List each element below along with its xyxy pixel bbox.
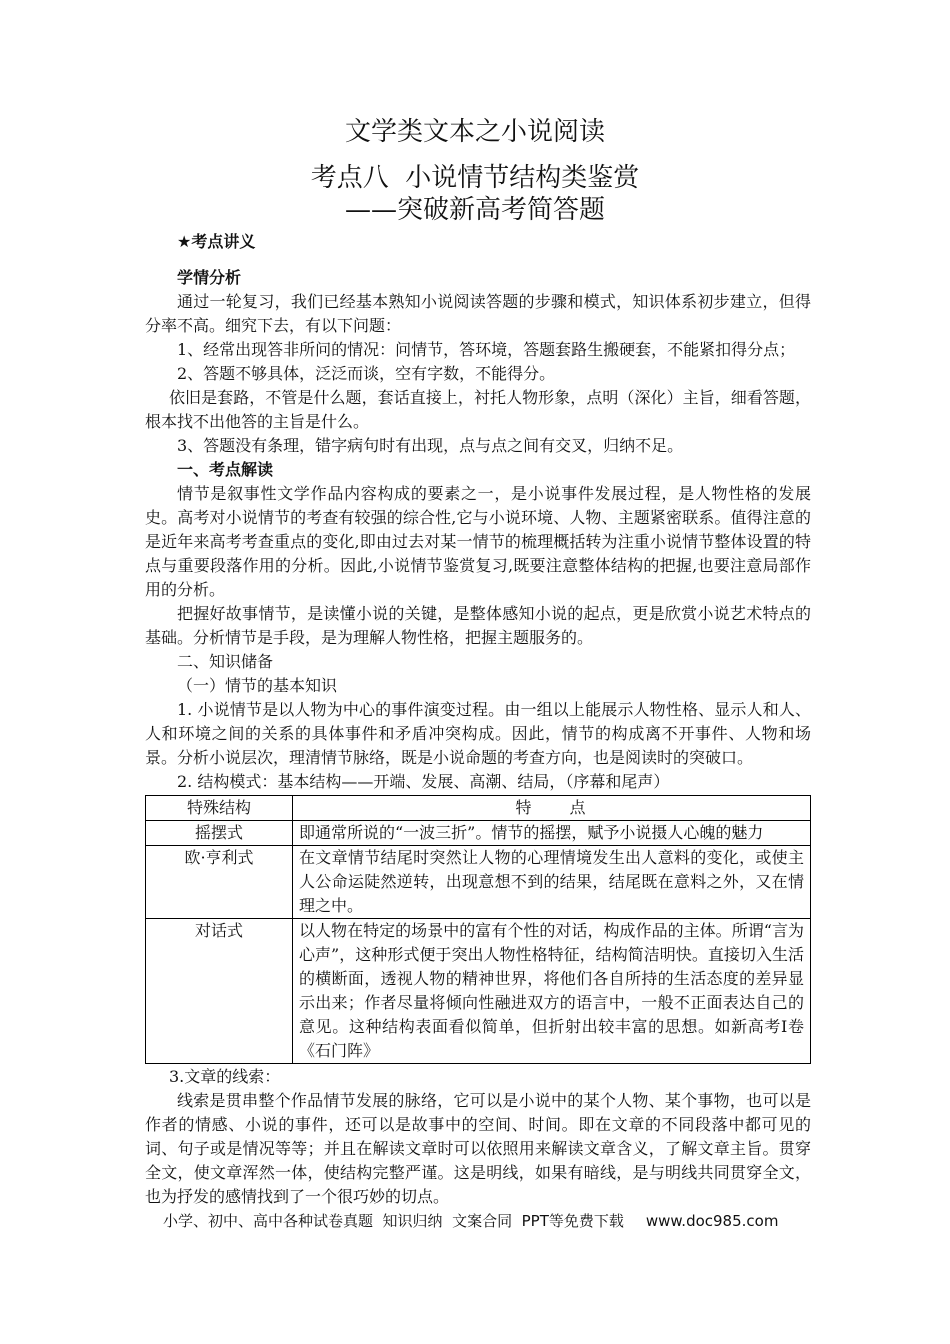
table-cell-desc: 在文章情节结尾时突然让人物的心理情境发生出人意料的变化，或使主人公命运陡然逆转，出现意想不到的结果，结尾既在意料之外，又在情理之中。 (293, 846, 811, 919)
subtitle-2: ——突破新高考简答题 (344, 195, 605, 225)
table-row (146, 821, 811, 846)
paragraph-plot-grasp: 把握好故事情节，是读懂小说的关键，是整体感知小说的起点，更是欣赏小说艺术特点的基础。分析情节是手段，是为理解人物性格，把握主题服务的。 (145, 604, 811, 647)
paragraph-clue: 线索是贯串整个作品情节发展的脉络，它可以是小说中的某个人物、某个事物，也可以是作者的情感、小说的事件，还可以是故事中的空间、时间。即在文章的不同段落中都可见的词、句子或是情况等等；并且在解读文章时可以依照用来解读文章含义，了解文章主旨。贯穿全文，使文章浑然一体，使结构完整严谨。这是明线，如果有暗线，是与明线共同贯穿全文，也为抒发的感情找到了一个很巧妙的切点。 (145, 1091, 811, 1206)
section-star-label: 考点讲义 (191, 232, 256, 251)
table-row (146, 919, 811, 1064)
table-cell-desc: 即通常所说的“一波三折”。情节的摇摆，赋予小说摄人心魄的魅力 (293, 821, 811, 846)
paragraph-problem-1: 1、经常出现答非所问的情况：问情节，答环境，答题套路生搬硬套，不能紧扣得分点； (177, 340, 796, 359)
table-cell-type: 欧·亨利式 (146, 846, 293, 919)
section-heading-star (145, 230, 811, 254)
paragraph-structure-mode: 2. 结构模式：基本结构——开端、发展、高潮、结局，（序幕和尾声） (177, 772, 670, 791)
star-icon: ★ (177, 232, 192, 251)
page-title: 文学类文本之小说阅读 (344, 117, 605, 147)
paragraph-plot-definition: 1. 小说情节是以人物为中心的事件演变过程。由一组以上能展示人物性格、显示人和人、人和环境之间的关系的具体事件和矛盾冲突构成。因此，情节的构成离不开事件、人物和场景。分析小说层次，理清情节脉络，既是小说命题的考查方向，也是阅读时的突破口。 (145, 700, 811, 767)
footer-ad (163, 1210, 778, 1231)
table-row (146, 846, 811, 919)
table-header-row (146, 796, 811, 821)
heading-1: 一、考点解读 (177, 460, 274, 479)
heading-3: （一）情节的基本知识 (177, 676, 338, 695)
table-cell-desc: 以人物在特定的场景中的富有个性的对话，构成作品的主体。所谓“言为心声”，这种形式便于突出人物性格特征，结构简洁明快。直接切入生活的横断面，透视人物的精神世界，将他们各自所持的生活态度的差异显示出来；作者尽量将倾向性融进双方的语言中，一般不正面表达自己的意见。这种结构表面看似简单，但折射出较丰富的思想。如新高考Ⅰ卷《石门阵》 (293, 919, 811, 1064)
table-cell-type: 对话式 (146, 919, 293, 1064)
subtitle-1: 考点八 小说情节结构类鉴赏 (310, 163, 640, 193)
footer-url[interactable]: www.doc985.com (645, 1212, 779, 1230)
table-header-cell: 特殊结构 (146, 796, 293, 821)
heading-xueqing: 学情分析 (177, 268, 242, 287)
paragraph-plot-intro: 情节是叙事性文学作品内容构成的要素之一，是小说事件发展过程，是人物性格的发展史。高考对小说情节的考查有较强的综合性,它与小说环境、人物、主题紧密联系。值得注意的是近年来高考考查重点的变化,即由过去对某一情节的梳理概括转为注重小说情节整体设置的特点与重要段落作用的分析。因此,小说情节鉴赏复习,既要注意整体结构的把握,也要注意局部作用的分析。 (145, 484, 811, 599)
paragraph-problem-3: 3、答题没有条理，错字病句时有出现，点与点之间有交叉，归纳不足。 (177, 436, 684, 455)
paragraph-clue-heading: 3.文章的线索： (169, 1067, 281, 1086)
paragraph-intro: 通过一轮复习，我们已经基本熟知小说阅读答题的步骤和模式，知识体系初步建立，但得分率不高。细究下去，有以下问题： (145, 292, 811, 335)
table-header-cell: 特 点 (293, 796, 811, 821)
paragraph-problem-2: 2、答题不够具体，泛泛而谈，空有字数，不能得分。 (177, 364, 556, 383)
structure-table (145, 795, 811, 1064)
title-block (0, 112, 950, 226)
heading-2: 二、知识储备 (177, 652, 274, 671)
footer-text: 小学、初中、高中各种试卷真题 知识归纳 文案合同 PPT等免费下载 (163, 1212, 624, 1230)
paragraph-problem-2b: 依旧是套路，不管是什么题，套话直接上，衬托人物形象，点明（深化）主旨，细看答题，根本找不出他答的主旨是什么。 (145, 388, 811, 431)
document-body (145, 230, 811, 1209)
table-cell-type: 摇摆式 (146, 821, 293, 846)
